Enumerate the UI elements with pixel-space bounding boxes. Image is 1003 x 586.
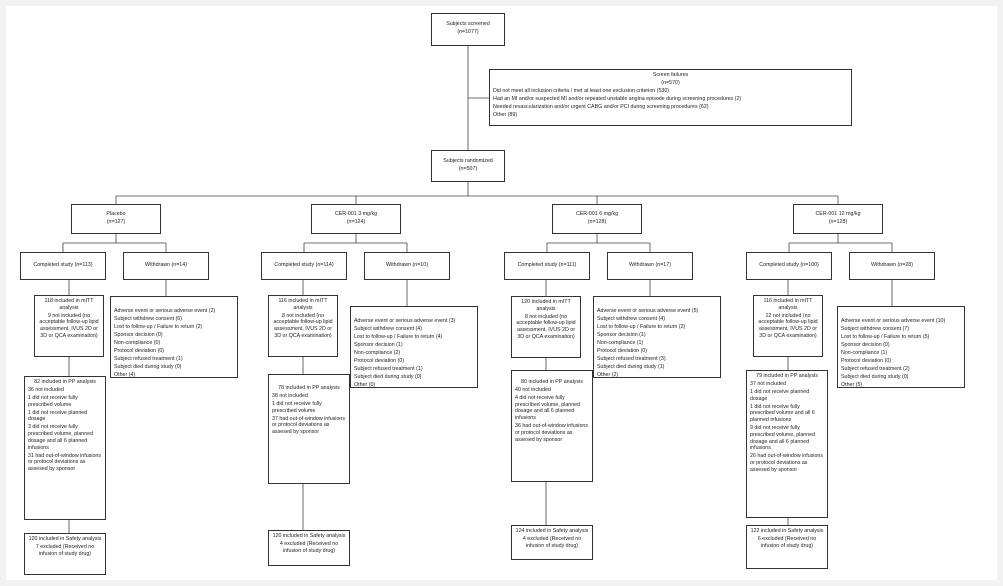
withdrawn-box — [849, 252, 935, 280]
reason: Protocol deviation (0) — [597, 347, 648, 354]
withdrawn-reasons-box — [350, 306, 478, 388]
randomized-title: Subjects randomized — [443, 158, 493, 164]
mitt-box — [511, 296, 581, 358]
mitt-line: 118 included in mITT analysis — [44, 298, 94, 311]
reason: Sponsor decision (0) — [114, 331, 163, 338]
reason: Other (0) — [354, 381, 376, 388]
reason: Other (4) — [114, 371, 136, 378]
screened-title: Subjects screened — [446, 21, 490, 27]
reason: Sponsor decision (1) — [597, 331, 646, 338]
screened-count: (n=1077) — [457, 28, 479, 35]
reason: Protocol deviation (0) — [841, 357, 892, 364]
safety-box — [746, 525, 828, 569]
pp-line: 1 did not receive planned dosage — [750, 388, 810, 402]
pp-line: 36 had out-of-window infusions or protocol deviations as assesed by sponsor — [515, 423, 589, 443]
reason: Subject died during study (0) — [841, 373, 909, 380]
pp-line: 79 included in PP analysis — [756, 373, 818, 379]
pp-line: 37 not included — [750, 380, 786, 387]
arm-name: CER-001 3 mg/kg — [334, 211, 378, 217]
withdrawn-box — [607, 252, 693, 280]
reason: Adverse event or serious adverse event (10) — [841, 318, 946, 324]
flow-diagram — [6, 6, 997, 580]
safety-line: 4 excluded (Received no infusion of study drug) — [279, 540, 339, 554]
pp-line: 1 did not receive fully prescribed volume and all 6 planned infusions — [750, 403, 815, 424]
reason: Lost to follow-up / Failure to return (2) — [597, 323, 686, 330]
mitt-line: 120 included in mITT analysis — [521, 299, 571, 312]
completed-label: Completed study (n=113) — [33, 262, 93, 268]
mitt-line: 8 not included (no acceptable follow-up lipid assessment, IVUS 2D or 3D or QCA examination) — [273, 312, 333, 340]
pp-box — [268, 374, 350, 484]
randomized-box — [431, 150, 505, 182]
arm-header-box — [793, 204, 883, 234]
arm-count: (n=127) — [106, 218, 126, 225]
reason: Subject withdrew consent (4) — [354, 325, 423, 332]
completed-box — [746, 252, 832, 280]
pp-line: 40 not included — [515, 386, 551, 393]
pp-line: 38 not included — [272, 392, 308, 399]
reason: Adverse event or serious adverse event (2) — [114, 308, 216, 314]
reason: Non-compliance (1) — [597, 339, 644, 346]
screen-failures-title: Screen failures — [652, 72, 689, 78]
pp-line: 37 had out-of-window infusions or protocol deviations as assesed by sponsor — [272, 415, 346, 436]
mitt-line: 116 included in mITT analysis — [278, 298, 328, 311]
withdrawn-box — [123, 252, 209, 280]
mitt-line: 8 not included (no acceptable follow-up lipid assessment, IVUS 2D or 3D or QCA examination) — [516, 313, 576, 341]
reason: Subject died during study (1) — [597, 363, 665, 370]
screen-failures-count: (n=570) — [661, 79, 680, 86]
screen-failure-line: Had an MI and/or suspected MI and/or repeated unstable angina episode during screening procedures (2) — [493, 95, 742, 102]
reason: Lost to follow-up / Failure to return (4) — [354, 333, 443, 340]
reason: Lost to follow-up / Failure to return (5) — [841, 333, 930, 340]
pp-line: 78 included in PP analysis — [278, 385, 340, 391]
arm-name: Placebo — [106, 211, 126, 217]
reason: Non-compliance (0) — [114, 339, 161, 346]
completed-box — [504, 252, 590, 280]
arm-count: (n=124) — [346, 218, 366, 225]
safety-line: 6 excluded (Received no infusion of study drug) — [757, 535, 817, 549]
completed-label: Completed study (n=100) — [759, 262, 819, 268]
screened-box — [431, 13, 505, 46]
safety-box — [511, 525, 593, 560]
reason: Non-compliance (2) — [354, 349, 401, 356]
pp-line: 3 did not receive fully prescribed volume, planned dosage and all 6 planned infusions — [28, 424, 94, 451]
pp-line: 9 did not receive fully prescribed volume, planned dosage and all 6 planned infusions — [750, 425, 816, 452]
arm-header-box — [71, 204, 161, 234]
completed-box — [261, 252, 347, 280]
mitt-line: 116 included in mITT analysis — [763, 298, 813, 311]
screen-failure-line: Did not meet all inclusion criteria / met at least one exclusion criterion (530) — [493, 87, 670, 94]
reason: Subject withdrew consent (4) — [597, 315, 666, 322]
pp-box — [24, 376, 106, 520]
arm-name: CER-001 6 mg/kg — [575, 211, 619, 217]
reason: Subject died during study (0) — [354, 373, 422, 380]
withdrawn-label: Withdrawn (n=28) — [871, 262, 913, 268]
safety-box — [24, 533, 106, 575]
completed-label: Completed study (n=111) — [517, 262, 577, 268]
withdrawn-label: Withdrawn (n=14) — [145, 262, 187, 268]
reason: Lost to follow-up / Failure to return (2) — [114, 323, 203, 330]
reason: Sponsor decision (1) — [354, 341, 403, 348]
pp-line: 1 did not receive fully prescribed volume — [28, 394, 78, 408]
mitt-line: 9 not included (no acceptable follow-up lipid assessment, IVUS 2D or 3D or QCA examination) — [39, 312, 99, 340]
withdrawn-label: Withdrawn (n=17) — [629, 262, 671, 268]
pp-box — [511, 370, 593, 482]
safety-line: 120 included in Safety analysis — [272, 533, 346, 539]
randomized-count: (n=507) — [458, 165, 478, 172]
reason: Subject refused treatment (1) — [354, 365, 423, 372]
reason: Non-compliance (1) — [841, 349, 888, 356]
safety-line: 7 excluded (Received no infusion of study drug) — [35, 543, 95, 557]
pp-line: 80 included in PP analysis — [521, 379, 583, 385]
withdrawn-label: Withdrawn (n=10) — [386, 262, 428, 268]
reason: Other (2) — [597, 371, 619, 378]
pp-line: 1 did not receive fully prescribed volume — [272, 400, 322, 414]
mitt-box — [34, 295, 104, 357]
reason: Adverse event or serious adverse event (5) — [597, 308, 699, 314]
safety-line: 124 included in Safety analysis — [515, 528, 589, 534]
arm-count: (n=128) — [828, 218, 848, 225]
reason: Protocol deviation (0) — [354, 357, 405, 364]
pp-line: 4 did not receive fully prescribed volume, planned dosage and all 6 planned infusions — [515, 394, 581, 422]
reason: Other (5) — [841, 381, 863, 388]
arm-count: (n=128) — [587, 218, 607, 225]
arm-header-box — [311, 204, 401, 234]
pp-line: 31 had out-of-window infusions or protocol deviations as assesed by sponsor — [28, 452, 102, 473]
screen-failure-line: Other (89) — [493, 111, 518, 118]
completed-box — [20, 252, 106, 280]
pp-line: 26 had out-of-window infusions or protocol deviations as assesed by sponsor — [750, 453, 824, 473]
reason: Subject refused treatment (3) — [597, 355, 666, 362]
reason: Subject refused treatment (1) — [114, 355, 183, 362]
reason: Protocol deviation (0) — [114, 347, 165, 354]
safety-line: 4 excluded (Received no infusion of study drug) — [522, 535, 582, 549]
mitt-line: 12 not included (no acceptable follow-up lipid assessment, IVUS 2D or 3D or QCA examination) — [758, 312, 818, 340]
completed-label: Completed study (n=114) — [274, 262, 334, 268]
pp-line: 36 not included — [28, 386, 64, 393]
pp-line: 82 included in PP analysis — [34, 379, 96, 385]
mitt-box — [268, 295, 338, 357]
withdrawn-reasons-box — [593, 296, 721, 378]
arm-header-box — [552, 204, 642, 234]
pp-box — [746, 370, 828, 518]
screen-failure-line: Needed revascularization and/or urgent CABG and/or PCI during screening procedures (62) — [493, 103, 709, 110]
reason: Subject withdrew consent (6) — [114, 315, 183, 322]
withdrawn-reasons-box — [837, 306, 965, 388]
safety-line: 120 included in Safety analysis — [28, 536, 102, 542]
reason: Subject died during study (0) — [114, 363, 182, 370]
pp-line: 1 did not receive planned dosage — [28, 409, 88, 423]
mitt-box — [753, 295, 823, 357]
withdrawn-reasons-box — [110, 296, 238, 378]
safety-box — [268, 530, 350, 566]
reason: Adverse event or serious adverse event (3) — [354, 318, 456, 324]
screen-failures-box — [489, 69, 852, 126]
arm-name: CER-001 12 mg/kg — [815, 211, 861, 217]
safety-line: 122 included in Safety analysis — [750, 528, 824, 534]
reason: Sponsor decision (0) — [841, 341, 890, 348]
reason: Subject withdrew consent (7) — [841, 325, 910, 332]
withdrawn-box — [364, 252, 450, 280]
reason: Subject refused treatment (2) — [841, 365, 910, 372]
